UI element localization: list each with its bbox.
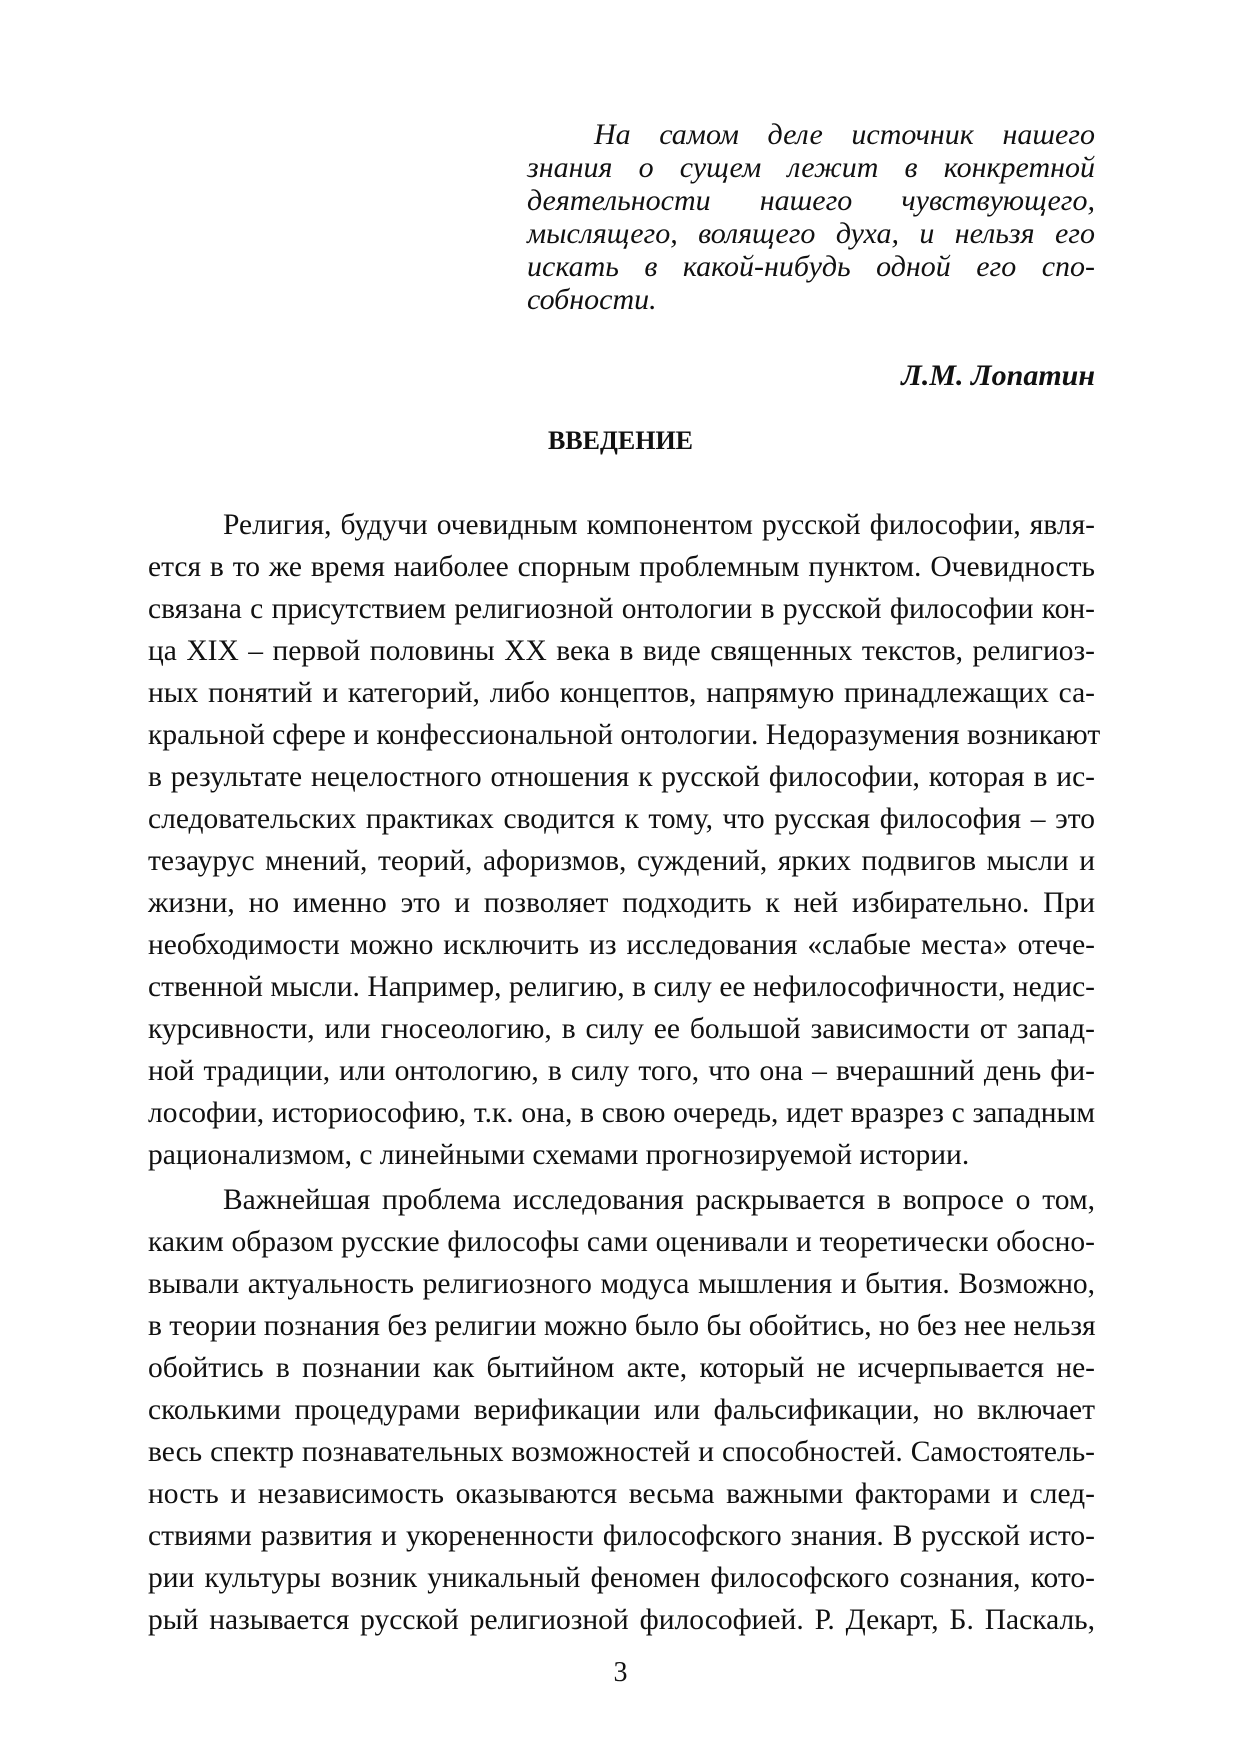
text-line: Важнейшая проблема исследования раскрывается в вопросе о том, xyxy=(223,1184,1095,1216)
text-line: тезаурус мнений, теорий, афоризмов, суждений, ярких подвигов мысли и xyxy=(148,845,1095,877)
epigraph-line: знания о сущем лежит в конкретной xyxy=(527,151,1095,184)
text-line: в результате нецелостного отношения к русской философии, которая в ис- xyxy=(148,761,1095,793)
text-line: ных понятий и категорий, либо концептов, напрямую принадлежащих са- xyxy=(148,677,1095,709)
text-line: рационализмом, с линейными схемами прогнозируемой истории. xyxy=(148,1139,970,1171)
epigraph-line: мыслящего, волящего духа, и нельзя его xyxy=(527,217,1095,250)
text-line: рии культуры возник уникальный феномен философского сознания, кото- xyxy=(148,1562,1095,1594)
epigraph-author: Л.М. Лопатин xyxy=(901,359,1095,392)
text-line: в теории познания без религии можно было бы обойтись, но без нее нельзя xyxy=(148,1310,1096,1342)
text-line: ственной мысли. Например, религию, в силу ее нефилософичности, недис- xyxy=(148,971,1095,1003)
section-heading: ВВЕДЕНИЕ xyxy=(547,426,694,455)
text-line: курсивности, или гносеологию, в силу ее большой зависимости от запад- xyxy=(148,1013,1095,1045)
epigraph-line: деятельности нашего чувствующего, xyxy=(527,184,1095,217)
text-line: ность и независимость оказываются весьма важными факторами и след- xyxy=(148,1478,1095,1510)
text-line: обойтись в познании как бытийном акте, который не исчерпывается не- xyxy=(148,1352,1095,1384)
text-line: жизни, но именно это и позволяет подходить к ней избирательно. При xyxy=(148,887,1095,919)
text-line: вывали актуальность религиозного модуса мышления и бытия. Возможно, xyxy=(148,1268,1095,1300)
epigraph-line: искать в какой-нибудь одной его спо- xyxy=(527,250,1095,283)
text-line: необходимости можно исключить из исследования «слабые места» отече- xyxy=(148,929,1095,961)
epigraph xyxy=(527,118,1095,316)
page-number: 3 xyxy=(613,1657,628,1688)
text-line: ца XIX – первой половины XX века в виде священных текстов, религиоз- xyxy=(148,635,1095,667)
text-line: ется в то же время наиболее спорным проблемным пунктом. Очевидность xyxy=(148,551,1095,583)
text-line: сколькими процедурами верификации или фальсификации, но включает xyxy=(148,1394,1095,1426)
text-line: Религия, будучи очевидным компонентом русской философии, явля- xyxy=(223,509,1095,541)
text-line: каким образом русские философы сами оценивали и теоретически обосно- xyxy=(148,1226,1095,1258)
text-line: ной традиции, или онтологию, в силу того, что она – вчерашний день фи- xyxy=(148,1055,1095,1087)
text-line: связана с присутствием религиозной онтологии в русской философии кон- xyxy=(148,593,1095,625)
text-line: лософии, историософию, т.к. она, в свою очередь, идет вразрез с западным xyxy=(148,1097,1095,1129)
paragraph-1 xyxy=(148,504,1101,1176)
text-line: ствиями развития и укорененности философского знания. В русской исто- xyxy=(148,1520,1095,1552)
text-line: следовательских практиках сводится к тому, что русская философия – это xyxy=(148,803,1095,835)
paragraph-2 xyxy=(148,1179,1095,1641)
text-line: рый называется русской религиозной философией. Р. Декарт, Б. Паскаль, xyxy=(148,1604,1095,1636)
text-line: весь спектр познавательных возможностей и способностей. Самостоятель- xyxy=(148,1436,1095,1468)
epigraph-line: На самом деле источник нашего xyxy=(594,118,1095,151)
text-line: кральной сфере и конфессиональной онтологии. Недоразумения возникают xyxy=(148,719,1101,751)
epigraph-line: собности. xyxy=(527,283,657,316)
